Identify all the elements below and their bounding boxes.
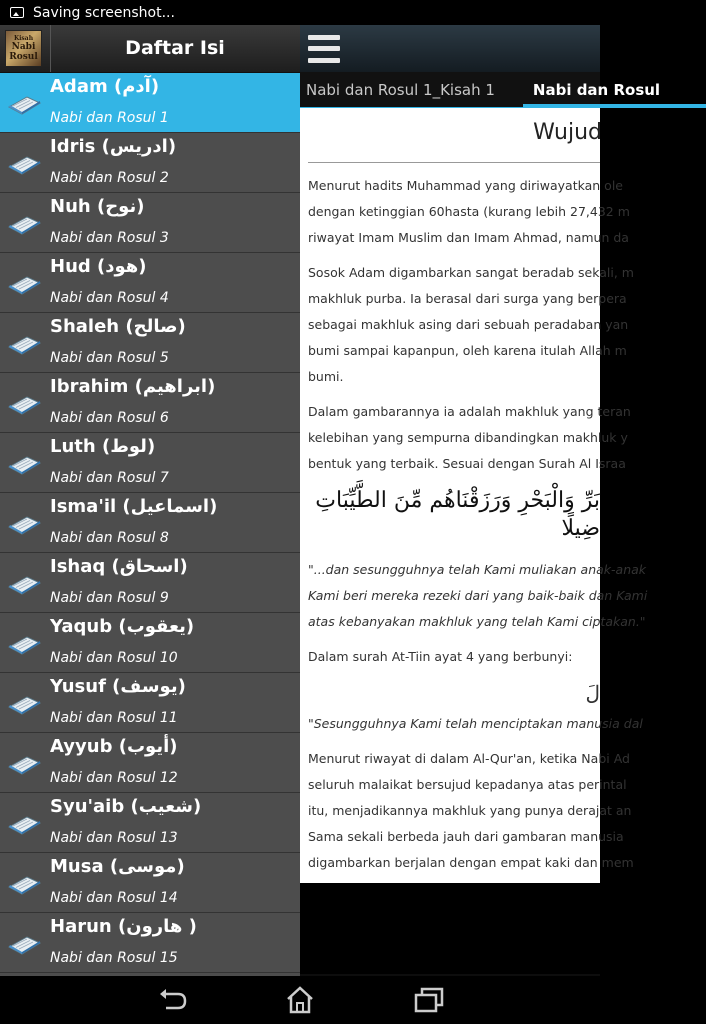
nabi-name: Nuh (نوح) bbox=[50, 196, 145, 217]
book-icon bbox=[7, 933, 41, 955]
list-item[interactable] bbox=[0, 313, 300, 373]
book-icon bbox=[7, 453, 41, 475]
book-icon bbox=[7, 93, 41, 115]
text-line: "...dan sesungguhnya telah Kami muliakan anak-anak bbox=[308, 562, 647, 577]
nabi-name: Adam (آدم) bbox=[50, 76, 160, 97]
title-divider bbox=[308, 162, 600, 163]
surah-intro: Dalam surah At-Tiin ayat 4 yang berbunyi: bbox=[308, 649, 573, 664]
nabi-subtitle: Nabi dan Rosul 5 bbox=[50, 350, 169, 366]
nabi-name: Ayyub (أيوب) bbox=[50, 736, 178, 757]
list-item[interactable] bbox=[0, 373, 300, 433]
nabi-subtitle: Nabi dan Rosul 8 bbox=[50, 530, 169, 546]
nabi-subtitle: Nabi dan Rosul 6 bbox=[50, 410, 169, 426]
app-icon-text-2: Nabi bbox=[11, 42, 36, 52]
app-icon-text-1: Kisah bbox=[13, 35, 34, 42]
status-notification-text: Saving screenshot... bbox=[33, 4, 175, 21]
article-body[interactable] bbox=[300, 108, 648, 883]
app-icon-text-3: Rosul bbox=[9, 52, 38, 62]
content-pane bbox=[300, 25, 661, 976]
list-item[interactable] bbox=[0, 793, 300, 853]
text-line: seluruh malaikat bersujud kepadanya atas perintal bbox=[308, 777, 627, 792]
nabi-name: Hud (هود) bbox=[50, 256, 147, 277]
nabi-subtitle: Nabi dan Rosul 4 bbox=[50, 290, 169, 306]
nabi-subtitle: Nabi dan Rosul 7 bbox=[50, 470, 169, 486]
nabi-name: Shaleh (صالح) bbox=[50, 316, 186, 337]
nabi-subtitle: Nabi dan Rosul 3 bbox=[50, 230, 169, 246]
list-item[interactable] bbox=[0, 613, 300, 673]
text-line: Sama sekali berbeda jauh dari gambaran manusia bbox=[308, 829, 624, 844]
text-line: bentuk yang terbaik. Sesuai dengan Surah Al Israa bbox=[308, 456, 626, 471]
nabi-subtitle: Nabi dan Rosul 12 bbox=[50, 770, 178, 786]
article-title: Wujud bbox=[533, 120, 602, 145]
status-bar bbox=[0, 0, 600, 25]
list-item[interactable] bbox=[0, 193, 300, 253]
nabi-name: Ibrahim (ابراهيم) bbox=[50, 376, 216, 397]
verse-translation bbox=[308, 557, 648, 635]
text-line: Menurut riwayat di dalam Al-Qur'an, ketika Nabi Ad bbox=[308, 751, 630, 766]
book-icon bbox=[7, 753, 41, 775]
nabi-name: Idris (ادريس) bbox=[50, 136, 177, 157]
app-icon[interactable] bbox=[5, 30, 42, 67]
list-item[interactable] bbox=[0, 913, 300, 973]
recent-apps-icon[interactable] bbox=[408, 984, 448, 1016]
text-line: dengan ketinggian 60hasta (kurang lebih 27,432 m bbox=[308, 204, 630, 219]
book-icon bbox=[7, 213, 41, 235]
list-item[interactable] bbox=[0, 133, 300, 193]
system-nav-bar bbox=[0, 976, 600, 1024]
book-icon bbox=[7, 153, 41, 175]
text-line: itu, menjadikannya makhluk yang punya derajat an bbox=[308, 803, 632, 818]
paragraph-1 bbox=[308, 173, 630, 251]
list-item[interactable] bbox=[0, 433, 300, 493]
text-line: Dalam gambarannya ia adalah makhluk yang teran bbox=[308, 404, 631, 419]
paragraph-2 bbox=[308, 260, 634, 390]
nabi-subtitle: Nabi dan Rosul 11 bbox=[50, 710, 178, 726]
tab-kisah-1[interactable]: Nabi dan Rosul 1_Kisah 1 bbox=[306, 81, 495, 99]
book-icon bbox=[7, 573, 41, 595]
list-item[interactable] bbox=[0, 673, 300, 733]
arabic-verse bbox=[308, 487, 600, 543]
book-icon bbox=[7, 633, 41, 655]
at-tiin-translation: "Sesungguhnya Kami telah menciptakan manusia dal bbox=[308, 716, 643, 731]
nabi-name: Luth (لوط) bbox=[50, 436, 156, 457]
action-bar bbox=[300, 25, 600, 72]
screenshot-notification-icon bbox=[10, 7, 24, 18]
text-line: makhluk purba. Ia berasal dari surga yang berpera bbox=[308, 291, 627, 306]
nabi-name: Yaqub (يعقوب) bbox=[50, 616, 195, 637]
arabic-verse-at-tiin: لَ bbox=[585, 681, 600, 705]
nabi-subtitle: Nabi dan Rosul 9 bbox=[50, 590, 169, 606]
tab-strip[interactable] bbox=[300, 72, 661, 108]
text-line: atas kebanyakan makhluk yang telah Kami ciptakan." bbox=[308, 614, 646, 629]
back-icon[interactable] bbox=[152, 984, 192, 1016]
nabi-subtitle: Nabi dan Rosul 15 bbox=[50, 950, 178, 966]
book-icon bbox=[7, 873, 41, 895]
book-icon bbox=[7, 693, 41, 715]
nabi-name: Syu'aib (شعيب) bbox=[50, 796, 202, 817]
drawer-title: Daftar Isi bbox=[125, 37, 225, 59]
nabi-subtitle: Nabi dan Rosul 10 bbox=[50, 650, 178, 666]
nabi-name: Isma'il (اسماعيل) bbox=[50, 496, 218, 517]
menu-icon[interactable] bbox=[308, 35, 340, 63]
paragraph-3 bbox=[308, 399, 631, 477]
tab-underline bbox=[300, 107, 600, 108]
text-line: Sosok Adam digambarkan sangat beradab sekali, m bbox=[308, 265, 634, 280]
nabi-list[interactable] bbox=[0, 73, 300, 973]
nabi-name: Ishaq (اسحاق) bbox=[50, 556, 188, 577]
text-line: digambarkan berjalan dengan empat kaki dan mem bbox=[308, 855, 634, 870]
paragraph-4 bbox=[308, 746, 634, 876]
arabic-verse-line-2: ضِيلًا bbox=[561, 516, 600, 541]
text-line: Kami beri mereka rezeki dari yang baik-baik dan Kami bbox=[308, 588, 648, 603]
navigation-drawer bbox=[0, 25, 300, 976]
drawer-header bbox=[0, 25, 300, 73]
list-item[interactable] bbox=[0, 253, 300, 313]
text-line: riwayat Imam Muslim dan Imam Ahmad, namun da bbox=[308, 230, 629, 245]
list-item[interactable] bbox=[0, 493, 300, 553]
nabi-subtitle: Nabi dan Rosul 1 bbox=[50, 110, 169, 126]
book-icon bbox=[7, 333, 41, 355]
nabi-subtitle: Nabi dan Rosul 14 bbox=[50, 890, 178, 906]
list-item[interactable] bbox=[0, 733, 300, 793]
nabi-name: Harun (هارون ) bbox=[50, 916, 197, 937]
book-icon bbox=[7, 393, 41, 415]
text-line: kelebihan yang sempurna dibandingkan makhluk y bbox=[308, 430, 628, 445]
text-line: sebagai makhluk asing dari sebuah peradaban yan bbox=[308, 317, 629, 332]
text-line: bumi. bbox=[308, 369, 344, 384]
nabi-subtitle: Nabi dan Rosul 2 bbox=[50, 170, 169, 186]
text-line: bumi sampai kapanpun, oleh karena itulah Allah m bbox=[308, 343, 627, 358]
nabi-name: Yusuf (يوسف) bbox=[50, 676, 186, 697]
nabi-subtitle: Nabi dan Rosul 13 bbox=[50, 830, 178, 846]
list-item[interactable] bbox=[0, 73, 300, 133]
arabic-verse-line-1: بَرِّ وَالْبَحْرِ وَرَزَقْنَاهُم مِّنَ الطَّيِّبَاتِ bbox=[315, 488, 600, 513]
nabi-name: Musa (موسى) bbox=[50, 856, 185, 877]
book-icon bbox=[7, 813, 41, 835]
tab-nabi-dan-rosul[interactable]: Nabi dan Rosul bbox=[523, 72, 666, 108]
book-icon bbox=[7, 273, 41, 295]
book-icon bbox=[7, 513, 41, 535]
content-bottom-area bbox=[300, 883, 600, 974]
list-item[interactable] bbox=[0, 553, 300, 613]
list-item[interactable] bbox=[0, 853, 300, 913]
home-icon[interactable] bbox=[280, 984, 320, 1016]
text-line: Menurut hadits Muhammad yang diriwayatkan ole bbox=[308, 178, 623, 193]
